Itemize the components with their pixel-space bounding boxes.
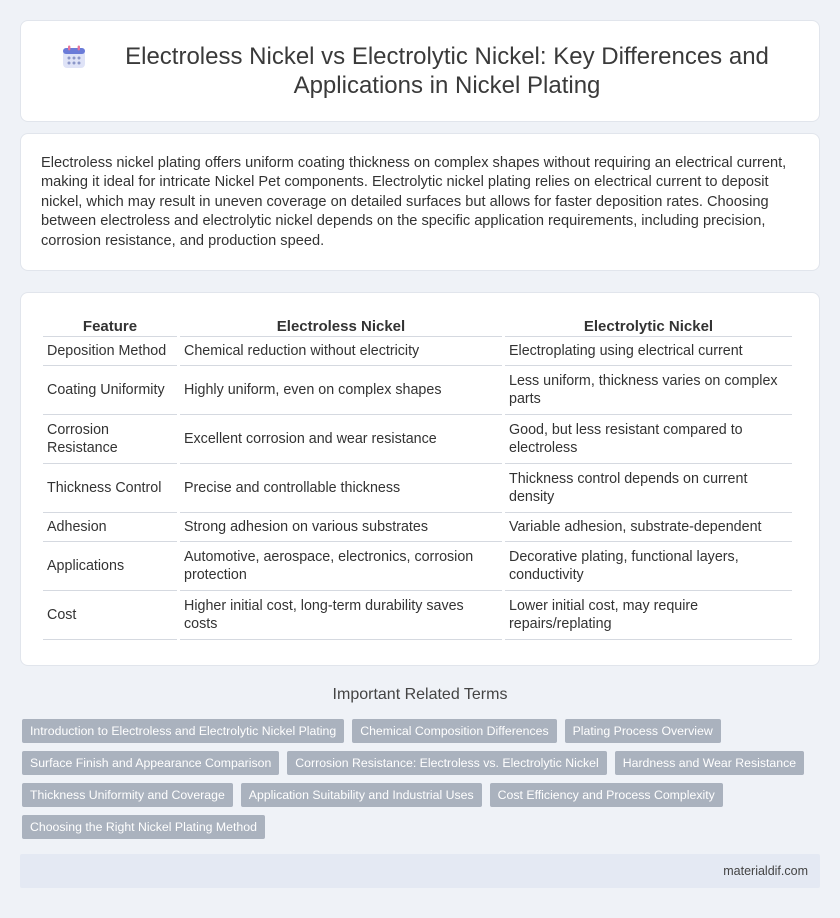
table-row: [43, 415, 792, 464]
related-term-tag[interactable]: Cost Efficiency and Process Complexity: [490, 783, 723, 807]
electroless-cell: Strong adhesion on various substrates: [180, 513, 502, 542]
electroless-cell: Highly uniform, even on complex shapes: [180, 366, 502, 415]
footer: [20, 854, 820, 888]
electrolytic-cell: Lower initial cost, may require repairs/replating: [505, 591, 792, 640]
comparison-table: [40, 313, 795, 640]
column-header-electroless: Electroless Nickel: [180, 313, 502, 337]
table-row: [43, 591, 792, 640]
table-row: [43, 337, 792, 366]
electrolytic-cell: Less uniform, thickness varies on complex parts: [505, 366, 792, 415]
table-row: [43, 366, 792, 415]
related-term-tag[interactable]: Chemical Composition Differences: [352, 719, 556, 743]
related-term-tag[interactable]: Application Suitability and Industrial Uses: [241, 783, 482, 807]
electrolytic-cell: Decorative plating, functional layers, conductivity: [505, 542, 792, 591]
intro-card: [20, 133, 820, 271]
feature-cell: Coating Uniformity: [43, 366, 177, 415]
footer-site-link[interactable]: materialdif.com: [723, 864, 808, 878]
table-row: [43, 513, 792, 542]
related-term-tag[interactable]: Plating Process Overview: [565, 719, 721, 743]
related-term-tag[interactable]: Introduction to Electroless and Electrolytic Nickel Plating: [22, 719, 344, 743]
feature-cell: Deposition Method: [43, 337, 177, 366]
feature-cell: Applications: [43, 542, 177, 591]
electrolytic-cell: Thickness control depends on current density: [505, 464, 792, 513]
electroless-cell: Excellent corrosion and wear resistance: [180, 415, 502, 464]
related-term-tag[interactable]: Surface Finish and Appearance Comparison: [22, 751, 279, 775]
electrolytic-cell: Electroplating using electrical current: [505, 337, 792, 366]
electroless-cell: Higher initial cost, long-term durability saves costs: [180, 591, 502, 640]
intro-paragraph: Electroless nickel plating offers uniform coating thickness on complex shapes without requiring an electrical current, making it ideal for intricate Nickel Pet components. Electrolytic nickel plating relies on electrical current to deposit nickel, which may result in uneven coverage on detailed surfaces but allows for faster deposition rates. Choosing between electroless and electrolytic nickel depends on the specific application requirements, including precision, corrosion resistance, and production speed.: [41, 155, 787, 249]
feature-cell: Adhesion: [43, 513, 177, 542]
feature-cell: Thickness Control: [43, 464, 177, 513]
comparison-table-card: [20, 292, 820, 666]
table-row: [43, 464, 792, 513]
column-header-electrolytic: Electrolytic Nickel: [505, 313, 792, 337]
feature-cell: Corrosion Resistance: [43, 415, 177, 464]
electroless-cell: Precise and controllable thickness: [180, 464, 502, 513]
related-terms-list: [22, 719, 812, 839]
header-card: [20, 20, 820, 122]
electrolytic-cell: Variable adhesion, substrate-dependent: [505, 513, 792, 542]
related-term-tag[interactable]: Hardness and Wear Resistance: [615, 751, 804, 775]
calendar-icon: [61, 44, 87, 70]
electroless-cell: Automotive, aerospace, electronics, corrosion protection: [180, 542, 502, 591]
related-terms-title: Important Related Terms: [332, 686, 508, 703]
table-row: [43, 542, 792, 591]
electroless-cell: Chemical reduction without electricity: [180, 337, 502, 366]
related-term-tag[interactable]: Choosing the Right Nickel Plating Method: [22, 815, 265, 839]
related-term-tag[interactable]: Corrosion Resistance: Electroless vs. Electrolytic Nickel: [287, 751, 606, 775]
table-header-row: [43, 313, 792, 337]
electrolytic-cell: Good, but less resistant compared to electroless: [505, 415, 792, 464]
feature-cell: Cost: [43, 591, 177, 640]
column-header-feature: Feature: [43, 313, 177, 337]
page-title: Electroless Nickel vs Electrolytic Nickel: Key Differences and Applications in Nickel Plating: [125, 43, 769, 99]
related-term-tag[interactable]: Thickness Uniformity and Coverage: [22, 783, 233, 807]
